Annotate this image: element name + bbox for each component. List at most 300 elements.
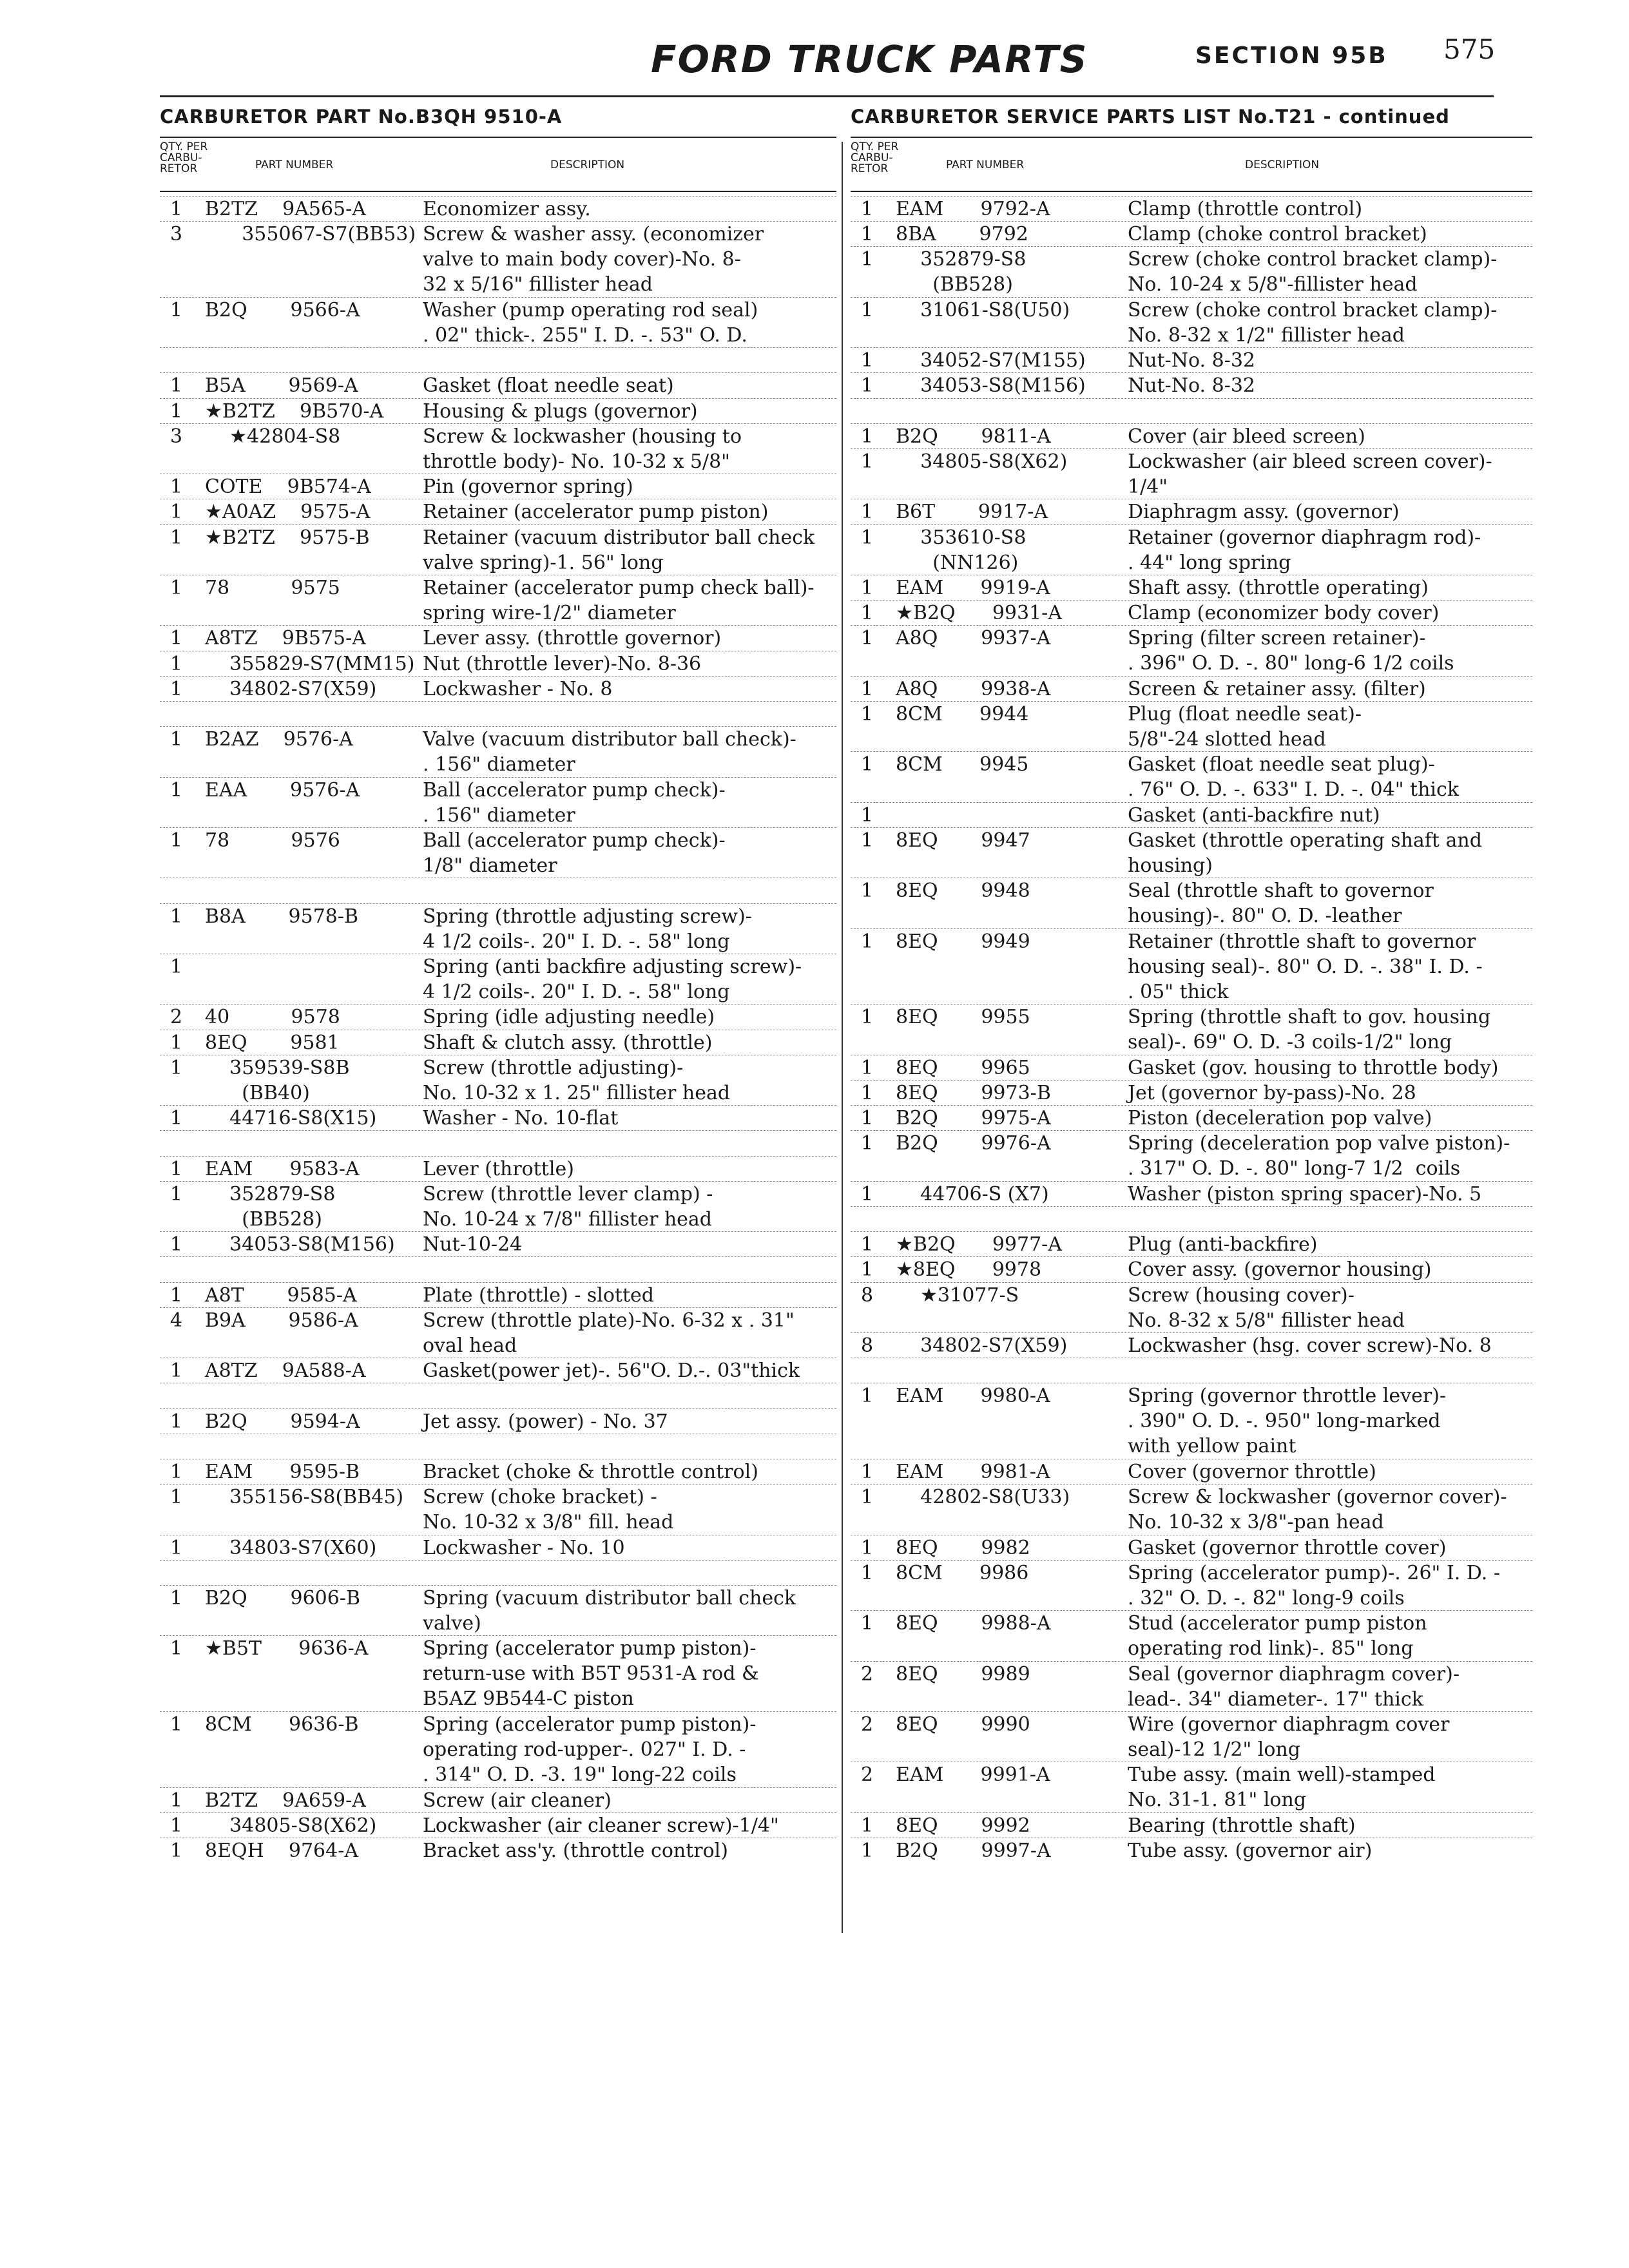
description-cell: Screw (choke control bracket clamp)- No. 8-32 x 1/2" fillister head [1128, 298, 1498, 347]
table-row [851, 1358, 1532, 1383]
page-header [0, 34, 1629, 91]
right-table-header [851, 137, 1532, 192]
qty-cell: 1 [170, 1360, 183, 1383]
table-row [160, 1004, 836, 1030]
part-number-cell: 8EQ 9989 [896, 1662, 1030, 1686]
description-cell: Cover (air bleed screen) [1128, 425, 1365, 448]
table-row [851, 600, 1532, 626]
part-number-cell: B8A 9578-B [205, 905, 359, 928]
part-number-cell: 34805-S8(X62) [896, 450, 1068, 473]
table-row [851, 423, 1532, 449]
table-row [160, 297, 836, 348]
qty-cell: 1 [861, 1612, 874, 1635]
part-number-cell: 8EQ 9982 [896, 1536, 1030, 1559]
qty-cell: 1 [861, 753, 874, 776]
description-cell: Screw (throttle adjusting)- No. 10-32 x 1. 25" fillister head [423, 1056, 731, 1104]
part-number-cell: A8TZ 9B575-A [205, 627, 366, 650]
description-cell: Clamp (throttle control) [1128, 198, 1363, 220]
description-cell: Cover assy. (governor housing) [1128, 1258, 1432, 1282]
table-row [851, 347, 1532, 373]
part-number-cell: B2AZ 9576-A [205, 728, 353, 751]
description-cell: Screw (choke control bracket clamp)- No. 10-24 x 5/8"-fillister head [1128, 248, 1498, 296]
description-cell: Screen & retainer assy. (filter) [1128, 677, 1426, 700]
section-label: SECTION 95B [1195, 43, 1388, 69]
table-row [851, 575, 1532, 601]
qty-cell: 1 [170, 1182, 183, 1206]
table-row [160, 1484, 836, 1535]
part-number-cell: ★42804-S8 [205, 425, 341, 448]
qty-cell: 1 [170, 198, 183, 220]
qty-cell: 1 [861, 1258, 874, 1282]
qty-cell: 1 [861, 223, 874, 246]
qty-cell: 4 [170, 1309, 183, 1332]
qty-cell: 1 [170, 627, 183, 650]
description-cell: Plate (throttle) - slotted [423, 1283, 654, 1307]
qty-cell: 1 [170, 526, 183, 549]
qty-cell: 1 [861, 930, 874, 953]
part-number-cell: B2Q 9997-A [896, 1840, 1051, 1862]
table-row [851, 499, 1532, 524]
qty-cell: 8 [861, 1334, 874, 1357]
qty-cell: 2 [861, 1763, 874, 1787]
qty-cell: 1 [170, 1283, 183, 1307]
qty-cell: 2 [170, 1006, 183, 1029]
description-cell: Spring (filter screen retainer)- . 396" O. D. -. 80" long-6 1/2 coils [1128, 627, 1454, 675]
part-number-cell: 31061-S8(U50) [896, 298, 1070, 322]
description-cell: Lockwasher (air bleed screen cover)- 1/4" [1128, 450, 1492, 498]
table-row [160, 878, 836, 903]
table-row [160, 1307, 836, 1358]
qty-cell: 2 [861, 1662, 874, 1686]
description-cell: Jet assy. (power) - No. 37 [423, 1410, 668, 1433]
description-cell: Retainer (accelerator pump piston) [423, 501, 769, 524]
part-number-cell: 44716-S8(X15) [205, 1107, 377, 1130]
description-cell: Plug (float needle seat)- 5/8"-24 slotted head [1128, 703, 1362, 751]
part-number-cell: 34803-S7(X60) [205, 1536, 377, 1559]
table-row [160, 1408, 836, 1434]
description-cell: Ball (accelerator pump check)- . 156" diameter [423, 778, 726, 827]
table-row [160, 398, 836, 424]
qty-cell: 1 [861, 501, 874, 524]
part-number-cell: 34053-S8(M156) [896, 374, 1086, 398]
table-row [160, 651, 836, 677]
table-row [851, 1812, 1532, 1838]
table-row [160, 575, 836, 626]
qty-cell: 1 [861, 1182, 874, 1206]
column-divider [842, 142, 843, 1933]
description-cell: Retainer (throttle shaft to governor housing seal)-. 80" O. D. -. 38" I. D. - . 05" thick [1128, 930, 1483, 1003]
part-number-cell: B6T 9917-A [896, 501, 1048, 524]
qty-cell: 1 [170, 1056, 183, 1079]
description-cell: Gasket (throttle operating shaft and housing) [1128, 829, 1482, 877]
qty-header: QTY. PER CARBU- RETOR [851, 140, 899, 175]
table-row [160, 423, 836, 474]
qty-cell: 1 [170, 1031, 183, 1054]
part-number-cell: 8EQ 9947 [896, 829, 1030, 852]
part-number-cell: 34805-S8(X62) [205, 1814, 377, 1837]
qty-cell: 2 [861, 1713, 874, 1736]
description-cell: Spring (idle adjusting needle) [423, 1006, 715, 1029]
qty-cell: 3 [170, 223, 183, 246]
table-row [851, 751, 1532, 802]
part-number-cell: A8Q 9938-A [896, 677, 1051, 700]
qty-cell: 1 [170, 1107, 183, 1130]
table-row [851, 878, 1532, 928]
qty-cell: 1 [861, 349, 874, 372]
table-row [851, 448, 1532, 499]
table-row [851, 625, 1532, 676]
part-number-cell: 355156-S8(BB45) [205, 1486, 404, 1509]
part-number-cell: A8TZ 9A588-A [205, 1360, 366, 1383]
description-cell: Spring (anti backfire adjusting screw)- 4 1/2 coils-. 20" I. D. -. 58" long [423, 956, 802, 1003]
part-number-cell: 8CM 9944 [896, 703, 1029, 726]
qty-cell: 1 [861, 374, 874, 398]
part-number-cell: ★B5T 9636-A [205, 1637, 369, 1660]
qty-cell: 8 [861, 1283, 874, 1307]
part-number-cell: 8EQ 9948 [896, 879, 1030, 903]
description-cell: Lever assy. (throttle governor) [423, 627, 722, 650]
qty-cell: 1 [861, 1132, 874, 1155]
part-number-cell: B2Q 9606-B [205, 1587, 361, 1610]
part-number-cell: 8EQ 9949 [896, 930, 1030, 953]
description-cell: Spring (accelerator pump piston)- return-use with B5T 9531-A rod & B5AZ 9B544-C piston [423, 1637, 759, 1711]
qty-cell: 1 [861, 1082, 874, 1104]
description-cell: Screw & lockwasher (governor cover)- No. 10-32 x 3/8"-pan head [1128, 1486, 1507, 1534]
description-cell: Ball (accelerator pump check)- 1/8" diameter [423, 829, 726, 877]
qty-cell: 1 [861, 1006, 874, 1029]
description-cell: Economizer assy. [423, 198, 591, 220]
table-row [160, 1256, 836, 1282]
table-row [160, 474, 836, 499]
part-number-cell: EAM 9792-A [896, 198, 1050, 220]
part-number-cell: 8CM 9986 [896, 1561, 1029, 1584]
qty-cell: 1 [861, 1814, 874, 1837]
part-number-cell: 44706-S (X7) [896, 1182, 1049, 1206]
qty-cell: 1 [861, 1385, 874, 1408]
qty-cell: 1 [170, 1587, 183, 1610]
table-row [160, 1635, 836, 1712]
table-row [160, 903, 836, 954]
qty-cell: 1 [861, 879, 874, 903]
part-number-cell: 355829-S7(MM15) [205, 652, 415, 675]
description-cell: Screw (throttle lever clamp) - No. 10-24 x 7/8" fillister head [423, 1182, 713, 1231]
table-row [160, 1560, 836, 1586]
table-row [851, 1383, 1532, 1459]
table-row [851, 372, 1532, 398]
qty-cell: 1 [170, 399, 183, 423]
left-table-header [160, 137, 836, 192]
part-number-cell: B5A 9569-A [205, 374, 358, 398]
qty-header: QTY. PER CARBU- RETOR [160, 140, 208, 175]
part-number-cell: B2TZ 9A565-A [205, 198, 366, 220]
table-row [160, 1787, 836, 1813]
table-row [851, 221, 1532, 247]
description-cell: Spring (throttle adjusting screw)- 4 1/2 coils-. 20" I. D. -. 58" long [423, 905, 752, 953]
description-cell: Lever (throttle) [423, 1157, 574, 1180]
qty-cell: 1 [861, 450, 874, 473]
qty-cell: 1 [861, 703, 874, 726]
description-cell: Stud (accelerator pump piston operating rod link)-. 85" long [1128, 1612, 1427, 1660]
table-row [851, 802, 1532, 828]
description-cell: Valve (vacuum distributor ball check)- . 156" diameter [423, 728, 796, 776]
description-cell: Bracket (choke & throttle control) [423, 1461, 758, 1483]
qty-cell: 1 [861, 425, 874, 448]
table-row [160, 625, 836, 651]
qty-cell: 1 [170, 778, 183, 802]
part-number-cell: 8EQ 9973-B [896, 1082, 1051, 1104]
table-row [160, 1434, 836, 1459]
table-row [851, 1610, 1532, 1661]
table-row [160, 221, 836, 298]
table-row [851, 1762, 1532, 1812]
table-row [851, 1560, 1532, 1611]
description-cell: Retainer (vacuum distributor ball check valve spring)-1. 56" long [423, 526, 815, 574]
table-row [851, 1105, 1532, 1131]
qty-cell: 1 [170, 1536, 183, 1559]
table-row [851, 1332, 1532, 1358]
part-number-cell: EAM 9583-A [205, 1157, 360, 1180]
right-column-title: CARBURETOR SERVICE PARTS LIST No.T21 - continued [851, 106, 1450, 128]
description-cell: Gasket(power jet)-. 56"O. D.-. 03"thick [423, 1360, 800, 1383]
part-number-cell: ★31077-S [896, 1283, 1019, 1307]
description-cell: Screw & lockwasher (housing to throttle body)- No. 10-32 x 5/8" [423, 425, 742, 473]
part-number-cell: COTE 9B574-A [205, 476, 371, 499]
table-row [160, 196, 836, 222]
description-cell: Retainer (accelerator pump check ball)- spring wire-1/2" diameter [423, 577, 815, 624]
qty-cell: 1 [170, 577, 183, 599]
part-number-cell: EAM 9991-A [896, 1763, 1050, 1787]
page-number: 575 [1443, 34, 1496, 65]
description-cell: Nut (throttle lever)-No. 8-36 [423, 652, 702, 675]
table-row [160, 1130, 836, 1156]
part-number-cell: EAM 9981-A [896, 1461, 1050, 1483]
qty-cell: 1 [861, 829, 874, 852]
table-row [160, 1181, 836, 1232]
qty-cell: 1 [861, 577, 874, 599]
table-row [160, 1812, 836, 1838]
part-number-cell: 40 9578 [205, 1006, 340, 1029]
part-number-cell: 8CM 9945 [896, 753, 1029, 776]
qty-cell: 1 [170, 677, 183, 700]
part-number-cell: 359539-S8B (BB40) [229, 1056, 350, 1104]
table-row [851, 1459, 1532, 1485]
description-cell: Spring (throttle shaft to gov. housing seal)-. 69" O. D. -3 coils-1/2" long [1128, 1006, 1491, 1054]
table-row [851, 196, 1532, 222]
qty-cell: 1 [861, 298, 874, 322]
part-number-cell: 352879-S8 (BB528) [920, 248, 1027, 296]
description-cell: Nut-10-24 [423, 1233, 523, 1256]
table-row [851, 1080, 1532, 1106]
qty-cell: 1 [170, 956, 183, 978]
part-number-cell: B2Q 9976-A [896, 1132, 1051, 1155]
qty-cell: 1 [170, 728, 183, 751]
part-number-cell: 353610-S8 (NN126) [920, 526, 1027, 574]
description-cell: Clamp (choke control bracket) [1128, 223, 1427, 246]
table-row [851, 524, 1532, 575]
table-row [851, 1484, 1532, 1535]
qty-cell: 1 [170, 1157, 183, 1180]
description-cell: Diaphragm assy. (governor) [1128, 501, 1400, 524]
table-row [160, 1231, 836, 1257]
right-column [851, 97, 1532, 1862]
description-cell: Washer (piston spring spacer)-No. 5 [1128, 1182, 1482, 1206]
qty-cell: 1 [170, 1637, 183, 1660]
description-cell: Clamp (economizer body cover) [1128, 602, 1440, 625]
qty-cell: 1 [170, 298, 183, 322]
part-number-cell: 352879-S8 (BB528) [229, 1182, 336, 1231]
table-row [160, 827, 836, 878]
description-cell: Screw & washer assy. (economizer valve to main body cover)-No. 8- 32 x 5/16" fillister head [423, 223, 764, 296]
qty-cell: 1 [170, 476, 183, 499]
part-number-cell: ★B2Q 9977-A [896, 1233, 1062, 1256]
description-cell: Wire (governor diaphragm cover seal)-12 1/2" long [1128, 1713, 1450, 1761]
table-row [160, 701, 836, 727]
part-number-cell: 8EQ 9581 [205, 1031, 340, 1054]
qty-cell: 1 [861, 526, 874, 549]
qty-cell: 1 [861, 602, 874, 625]
qty-cell: 1 [170, 501, 183, 524]
part-number-header: PART NUMBER [946, 159, 1025, 171]
part-number-cell: A8T 9585-A [205, 1283, 357, 1307]
qty-cell: 1 [861, 1536, 874, 1559]
description-cell: Lockwasher - No. 10 [423, 1536, 625, 1559]
qty-cell: 1 [861, 1233, 874, 1256]
description-cell: Bearing (throttle shaft) [1128, 1814, 1356, 1837]
qty-cell: 1 [170, 1713, 183, 1736]
qty-cell: 1 [861, 627, 874, 650]
table-row [851, 1055, 1532, 1081]
part-number-cell: 8EQ 9988-A [896, 1612, 1051, 1635]
part-number-cell: B9A 9586-A [205, 1309, 358, 1332]
description-cell: Washer (pump operating rod seal) . 02" thick-. 255" I. D. -. 53" O. D. [423, 298, 758, 347]
part-number-cell: ★B2TZ 9B570-A [205, 399, 384, 423]
part-number-cell: 34053-S8(M156) [205, 1233, 395, 1256]
table-row [851, 827, 1532, 878]
description-cell: Nut-No. 8-32 [1128, 374, 1256, 398]
description-cell: Spring (deceleration pop valve piston)- . 317" O. D. -. 80" long-7 1/2 coils [1128, 1132, 1510, 1180]
table-row [160, 1105, 836, 1131]
table-row [851, 398, 1532, 424]
part-number-cell: 42802-S8(U33) [896, 1486, 1070, 1509]
description-cell: Gasket (anti-backfire nut) [1128, 803, 1380, 827]
table-row [160, 1838, 836, 1863]
qty-cell: 1 [861, 677, 874, 700]
table-row [851, 1535, 1532, 1561]
qty-cell: 1 [170, 652, 183, 675]
qty-cell: 1 [170, 1461, 183, 1483]
description-cell: Spring (vacuum distributor ball check valve) [423, 1587, 796, 1635]
table-row [851, 1711, 1532, 1762]
part-number-cell: B2Q 9594-A [205, 1410, 360, 1433]
description-cell: Plug (anti-backfire) [1128, 1233, 1318, 1256]
part-number-cell: B2TZ 9A659-A [205, 1789, 366, 1812]
qty-cell: 1 [170, 905, 183, 928]
description-cell: Seal (throttle shaft to governor housing)-. 80" O. D. -leather [1128, 879, 1434, 928]
qty-cell: 1 [170, 1840, 183, 1862]
description-cell: Screw (air cleaner) [423, 1789, 612, 1812]
description-cell: Spring (accelerator pump piston)- operating rod-upper-. 027" I. D. - . 314" O. D. -3. 19" long-22 coils [423, 1713, 757, 1786]
qty-cell: 1 [861, 1461, 874, 1483]
part-number-header: PART NUMBER [255, 159, 334, 171]
description-cell: Shaft & clutch assy. (throttle) [423, 1031, 713, 1054]
table-row [851, 1661, 1532, 1712]
description-cell: Screw (throttle plate)-No. 6-32 x . 31" oval head [423, 1309, 795, 1357]
description-cell: Tube assy. (main well)-stamped No. 31-1. 81" long [1128, 1763, 1436, 1812]
description-cell: Cover (governor throttle) [1128, 1461, 1376, 1483]
part-number-cell: 78 9575 [205, 577, 340, 599]
part-number-cell: EAM 9595-B [205, 1461, 360, 1483]
table-row [851, 928, 1532, 1005]
table-row [160, 499, 836, 524]
part-number-cell: EAA 9576-A [205, 778, 360, 802]
part-number-cell: 8EQ 9965 [896, 1056, 1030, 1079]
table-row [160, 1459, 836, 1485]
part-number-cell: EAM 9980-A [896, 1385, 1050, 1408]
description-cell: Screw (housing cover)- No. 8-32 x 5/8" fillister head [1128, 1283, 1405, 1332]
description-cell: Seal (governor diaphragm cover)- lead-. 34" diameter-. 17" thick [1128, 1662, 1460, 1711]
qty-cell: 1 [861, 1840, 874, 1862]
description-cell: Shaft assy. (throttle operating) [1128, 577, 1429, 599]
part-number-cell: B2Q 9811-A [896, 425, 1051, 448]
table-row [160, 1383, 836, 1408]
table-row [851, 701, 1532, 752]
table-row [851, 1282, 1532, 1333]
part-number-cell: 34802-S7(X59) [205, 677, 377, 700]
part-number-cell: 8EQ 9955 [896, 1006, 1030, 1029]
description-header: DESCRIPTION [550, 159, 625, 171]
qty-cell: 1 [170, 374, 183, 398]
table-row [160, 1585, 836, 1636]
table-row [160, 524, 836, 575]
table-row [851, 1206, 1532, 1232]
qty-cell: 1 [861, 1561, 874, 1584]
table-row [160, 1156, 836, 1182]
part-number-cell: A8Q 9937-A [896, 627, 1051, 650]
description-cell: Spring (governor throttle lever)- . 390" O. D. -. 950" long-marked with yellow paint [1128, 1385, 1447, 1458]
part-number-cell: ★A0AZ 9575-A [205, 501, 371, 524]
table-row [160, 1030, 836, 1055]
part-number-cell: EAM 9919-A [896, 577, 1050, 599]
table-row [160, 347, 836, 373]
description-cell: Pin (governor spring) [423, 476, 633, 499]
qty-cell: 1 [861, 1486, 874, 1509]
part-number-cell: 8EQH 9764-A [205, 1840, 359, 1862]
qty-cell: 1 [861, 1056, 874, 1079]
brand-title: FORD TRUCK PARTS [651, 37, 1088, 81]
description-cell: Piston (deceleration pop valve) [1128, 1107, 1432, 1130]
description-cell: Lockwasher - No. 8 [423, 677, 613, 700]
part-number-cell: ★B2Q 9931-A [896, 602, 1062, 625]
description-cell: Bracket ass'y. (throttle control) [423, 1840, 728, 1862]
qty-cell: 1 [861, 1107, 874, 1130]
left-column-title: CARBURETOR PART No.B3QH 9510-A [160, 106, 563, 128]
qty-cell: 3 [170, 425, 183, 448]
table-row [160, 1055, 836, 1106]
table-row [160, 1282, 836, 1308]
description-cell: Lockwasher (air cleaner screw)-1/4" [423, 1814, 779, 1837]
table-row [851, 1130, 1532, 1181]
part-number-cell: 8EQ 9990 [896, 1713, 1030, 1736]
table-row [851, 1181, 1532, 1207]
table-row [851, 1004, 1532, 1055]
table-row [851, 1256, 1532, 1282]
qty-cell: 1 [170, 1233, 183, 1256]
table-row [851, 1838, 1532, 1863]
table-row [160, 372, 836, 398]
part-number-cell: 355067-S7(BB53) [205, 223, 416, 246]
part-number-cell: 8CM 9636-B [205, 1713, 359, 1736]
part-number-cell: 8BA 9792 [896, 223, 1028, 246]
